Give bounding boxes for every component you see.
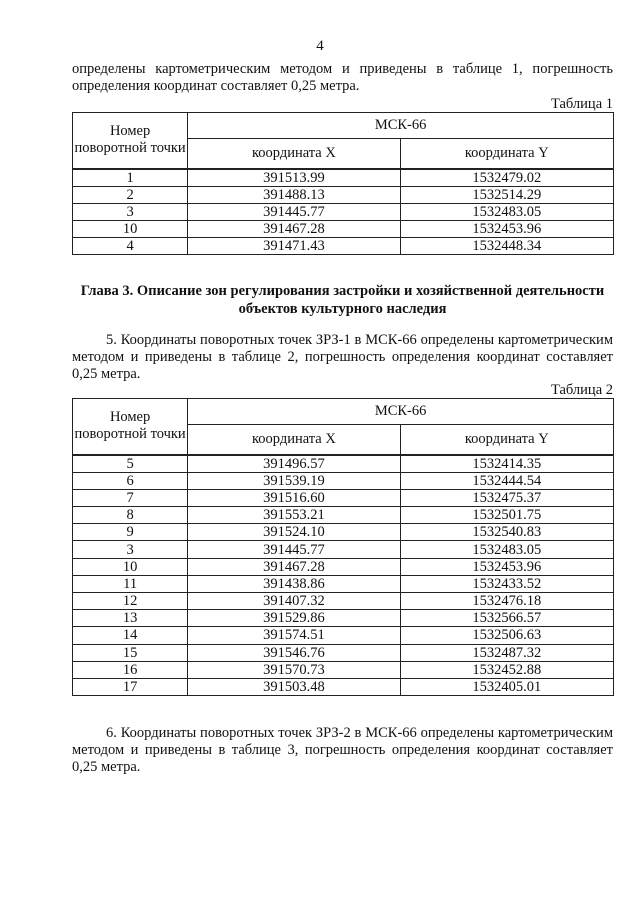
- cell-coordinate-y: 1532453.96: [400, 558, 613, 575]
- cell-coordinate-y: 1532433.52: [400, 575, 613, 592]
- table-row: [73, 524, 614, 541]
- header-coordinate-x: координата X: [188, 139, 400, 169]
- cell-point-number: 14: [73, 627, 188, 644]
- cell-point-number: 5: [73, 455, 188, 473]
- cell-point-number: 4: [73, 238, 188, 255]
- cell-coordinate-y: 1532487.32: [400, 644, 613, 661]
- paragraph-6: 6. Координаты поворотных точек ЗРЗ-2 в МСК-66 определены картометрическим методом и приведены в таблице 3, погрешность определения координат составляет 0,25 метра.: [72, 725, 613, 775]
- cell-point-number: 9: [73, 524, 188, 541]
- cell-point-number: 15: [73, 644, 188, 661]
- cell-coordinate-x: 391516.60: [188, 489, 400, 506]
- chapter-heading: Глава 3. Описание зон регулирования застройки и хозяйственной деятельности объектов культурного наследия: [80, 283, 605, 317]
- cell-coordinate-x: 391570.73: [188, 661, 400, 678]
- header-coordinate-y: координата Y: [400, 139, 613, 169]
- cell-coordinate-y: 1532452.88: [400, 661, 613, 678]
- cell-point-number: 8: [73, 507, 188, 524]
- cell-point-number: 17: [73, 678, 188, 695]
- cell-coordinate-x: 391529.86: [188, 610, 400, 627]
- cell-coordinate-x: 391471.43: [188, 238, 400, 255]
- table-row: [73, 661, 614, 678]
- table-1-caption: Таблица 1: [550, 96, 613, 112]
- cell-coordinate-x: 391524.10: [188, 524, 400, 541]
- cell-coordinate-x: 391488.13: [188, 186, 400, 203]
- cell-point-number: 1: [73, 169, 188, 187]
- cell-coordinate-x: 391445.77: [188, 541, 400, 558]
- cell-coordinate-x: 391407.32: [188, 593, 400, 610]
- table-row: [73, 472, 614, 489]
- cell-point-number: 11: [73, 575, 188, 592]
- table-2-caption: Таблица 2: [550, 382, 613, 398]
- table-row: [73, 455, 614, 473]
- cell-coordinate-y: 1532414.35: [400, 455, 613, 473]
- cell-point-number: 7: [73, 489, 188, 506]
- table-1-body: [73, 169, 614, 255]
- header-coordinate-x: координата X: [188, 425, 400, 455]
- table-row: [73, 541, 614, 558]
- header-point-number: Номер поворотной точки: [73, 399, 188, 455]
- table-row: [73, 678, 614, 695]
- cell-point-number: 3: [73, 541, 188, 558]
- cell-coordinate-y: 1532501.75: [400, 507, 613, 524]
- cell-coordinate-x: 391496.57: [188, 455, 400, 473]
- paragraph-1: определены картометрическим методом и приведены в таблице 1, погрешность определения координат составляет 0,25 метра.: [72, 61, 613, 94]
- table-row: [73, 507, 614, 524]
- cell-coordinate-x: 391513.99: [188, 169, 400, 187]
- cell-coordinate-x: 391574.51: [188, 627, 400, 644]
- cell-point-number: 10: [73, 558, 188, 575]
- cell-point-number: 10: [73, 221, 188, 238]
- coordinates-table-1: [72, 112, 614, 255]
- cell-coordinate-y: 1532476.18: [400, 593, 613, 610]
- table-row: [73, 593, 614, 610]
- cell-point-number: 13: [73, 610, 188, 627]
- cell-point-number: 16: [73, 661, 188, 678]
- paragraph-5: 5. Координаты поворотных точек ЗРЗ-1 в МСК-66 определены картометрическим методом и приведены в таблице 2, погрешность определения координат составляет 0,25 метра.: [72, 332, 613, 382]
- cell-point-number: 12: [73, 593, 188, 610]
- cell-point-number: 3: [73, 203, 188, 220]
- coordinates-table-2: [72, 398, 614, 696]
- table-row: [73, 238, 614, 255]
- cell-coordinate-y: 1532483.05: [400, 203, 613, 220]
- cell-coordinate-x: 391467.28: [188, 221, 400, 238]
- table-row: [73, 203, 614, 220]
- cell-coordinate-y: 1532405.01: [400, 678, 613, 695]
- cell-coordinate-y: 1532514.29: [400, 186, 613, 203]
- cell-coordinate-y: 1532479.02: [400, 169, 613, 187]
- cell-coordinate-x: 391503.48: [188, 678, 400, 695]
- cell-coordinate-y: 1532566.57: [400, 610, 613, 627]
- cell-point-number: 2: [73, 186, 188, 203]
- table-row: [73, 221, 614, 238]
- cell-coordinate-x: 391546.76: [188, 644, 400, 661]
- cell-coordinate-y: 1532540.83: [400, 524, 613, 541]
- page-number: 4: [316, 38, 324, 54]
- header-coordinate-y: координата Y: [400, 425, 613, 455]
- cell-coordinate-x: 391553.21: [188, 507, 400, 524]
- cell-coordinate-y: 1532453.96: [400, 221, 613, 238]
- cell-coordinate-y: 1532483.05: [400, 541, 613, 558]
- header-coordinate-system: МСК-66: [188, 399, 614, 425]
- cell-coordinate-x: 391467.28: [188, 558, 400, 575]
- cell-coordinate-y: 1532506.63: [400, 627, 613, 644]
- cell-coordinate-x: 391539.19: [188, 472, 400, 489]
- table-row: [73, 627, 614, 644]
- cell-point-number: 6: [73, 472, 188, 489]
- table-row: [73, 186, 614, 203]
- table-row: [73, 489, 614, 506]
- table-row: [73, 169, 614, 187]
- table-2-body: [73, 455, 614, 696]
- cell-coordinate-x: 391438.86: [188, 575, 400, 592]
- cell-coordinate-y: 1532444.54: [400, 472, 613, 489]
- table-row: [73, 558, 614, 575]
- cell-coordinate-y: 1532448.34: [400, 238, 613, 255]
- cell-coordinate-y: 1532475.37: [400, 489, 613, 506]
- table-row: [73, 610, 614, 627]
- cell-coordinate-x: 391445.77: [188, 203, 400, 220]
- table-row: [73, 644, 614, 661]
- header-point-number: Номер поворотной точки: [73, 113, 188, 169]
- header-coordinate-system: МСК-66: [188, 113, 614, 139]
- table-row: [73, 575, 614, 592]
